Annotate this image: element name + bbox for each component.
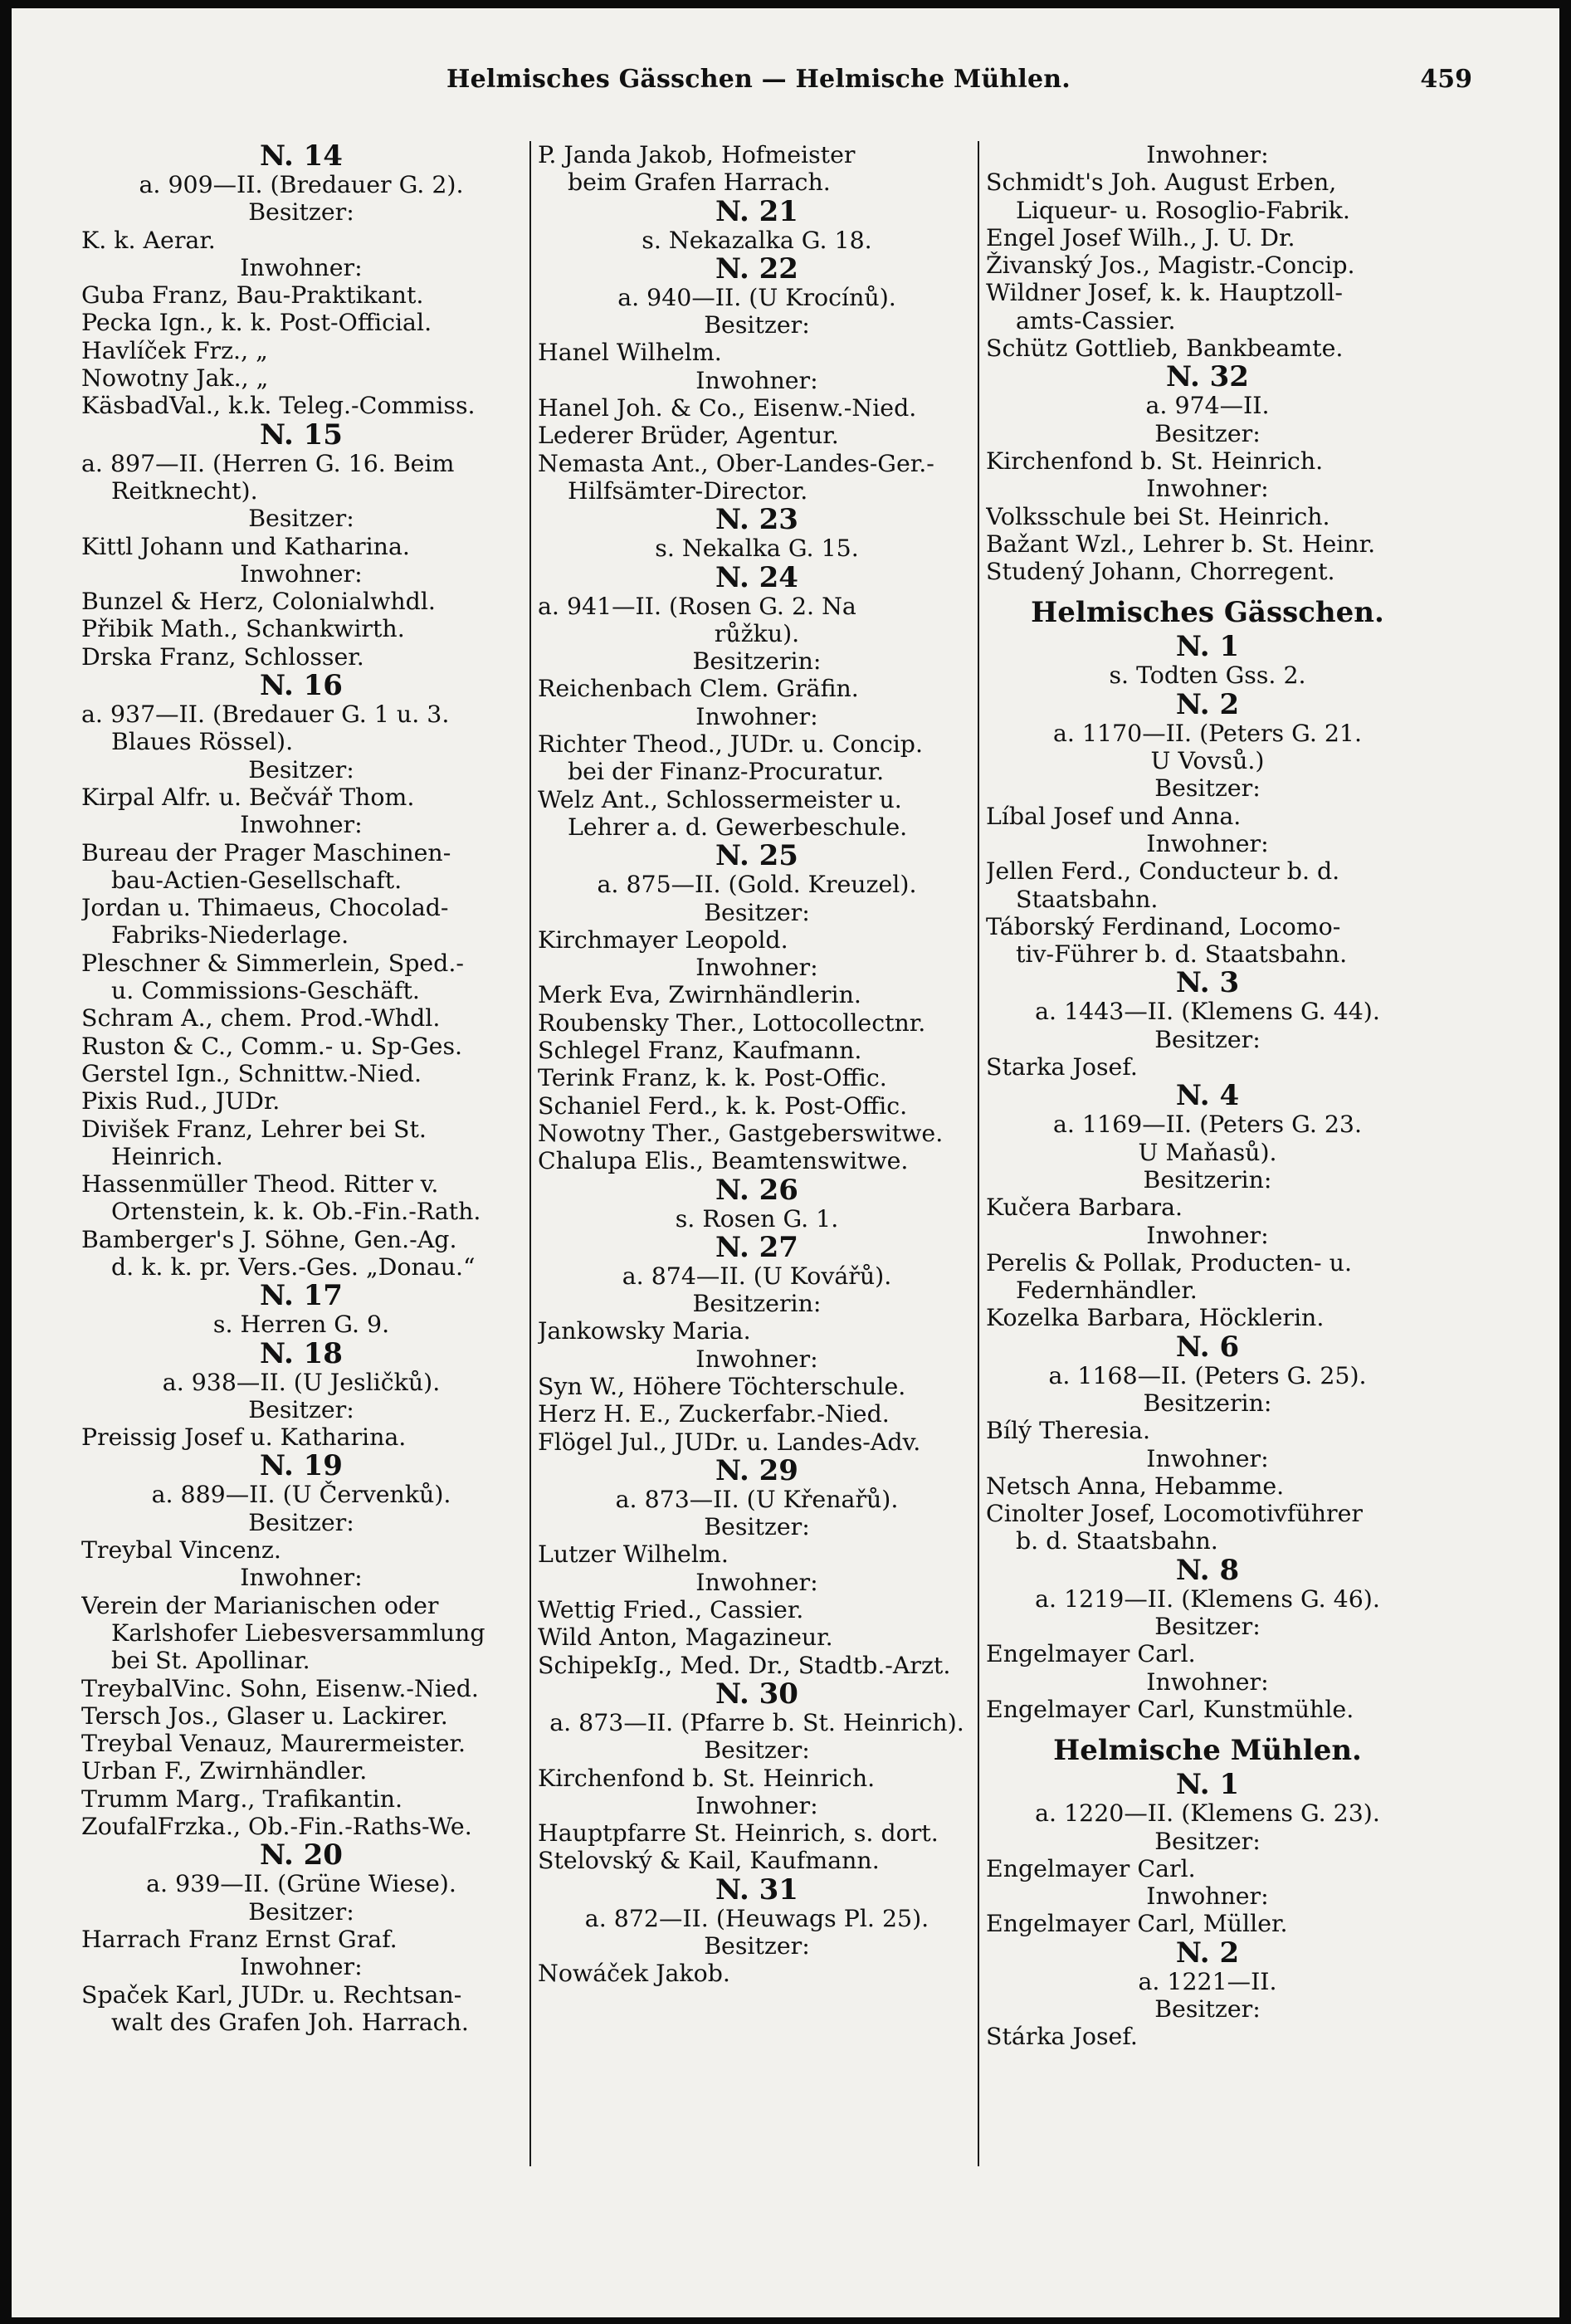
house-number: N. 27 — [715, 1232, 798, 1262]
role-label: Inwohner: — [1146, 141, 1269, 168]
resident-entry: KäsbadVal., k.k. Teleg.-Commiss. — [81, 392, 476, 420]
entry-continuation: d. k. k. pr. Vers.-Ges. „Donau.“ — [111, 1252, 476, 1281]
resident-entry: Táborský Ferdinand, Locomo- — [986, 912, 1341, 940]
entry-continuation: bei St. Apollinar. — [111, 1647, 310, 1675]
resident-entry: SchipekIg., Med. Dr., Stadtb.-Arzt. — [538, 1651, 951, 1679]
resident-entry: Roubensky Ther., Lottocollectnr. — [538, 1008, 926, 1037]
house-number: N. 19 — [260, 1451, 343, 1482]
role-label: Inwohner: — [695, 366, 818, 394]
resident-entry: Spaček Karl, JUDr. u. Rechtsan- — [81, 1980, 462, 2009]
address-line: a. 889—II. (U Červenků). — [151, 1481, 451, 1509]
role-label: Inwohner: — [1146, 475, 1269, 503]
resident-entry: Stelovský & Kail, Kaufmann. — [538, 1847, 880, 1875]
house-number: N. 4 — [1175, 1081, 1240, 1111]
address-line: a. 872—II. (Heuwags Pl. 25). — [584, 1904, 929, 1932]
house-number: N. 1 — [1175, 632, 1240, 662]
resident-entry: Schütz Gottlieb, Bankbeamte. — [986, 334, 1344, 363]
resident-entry: Engelmayer Carl, Kunstmühle. — [986, 1695, 1354, 1723]
resident-entry: Engelmayer Carl, Müller. — [986, 1910, 1288, 1938]
resident-entry: Starka Josef. — [986, 1053, 1138, 1081]
resident-entry: Divišek Franz, Lehrer bei St. — [81, 1115, 427, 1143]
role-label: Besitzer: — [248, 1508, 354, 1536]
resident-entry: Volksschule bei St. Heinrich. — [986, 502, 1330, 530]
resident-entry: Verein der Marianischen oder — [81, 1591, 439, 1619]
house-number: N. 15 — [260, 419, 343, 450]
resident-entry: Engelmayer Carl. — [986, 1640, 1196, 1668]
house-number: N. 22 — [715, 253, 798, 284]
address-line: a. 873—II. (U Křenařů). — [615, 1485, 899, 1513]
entry-continuation: Lehrer a. d. Gewerbeschule. — [568, 813, 908, 841]
role-label: Besitzer: — [1154, 774, 1261, 803]
address-line: U Vovsů.) — [1150, 747, 1265, 775]
role-label: Besitzer: — [704, 1513, 810, 1541]
resident-entry: Cinolter Josef, Locomotivführer — [986, 1500, 1363, 1528]
role-label: Inwohner: — [695, 954, 818, 982]
role-label: Inwohner: — [695, 1791, 818, 1819]
entry-continuation: b. d. Staatsbahn. — [1016, 1527, 1218, 1555]
resident-entry: ZoufalFrzka., Ob.-Fin.-Raths-We. — [81, 1813, 472, 1841]
resident-entry: Havlíček Frz., „ — [81, 336, 268, 364]
entry-continuation: Liqueur- u. Rosoglio-Fabrik. — [1016, 196, 1350, 224]
resident-entry: Chalupa Elis., Beamtenswitwe. — [538, 1147, 909, 1175]
resident-entry: Reichenbach Clem. Gräfin. — [538, 675, 859, 703]
resident-entry: Kirchenfond b. St. Heinrich. — [986, 447, 1324, 475]
address-line: a. 1168—II. (Peters G. 25). — [1048, 1361, 1367, 1389]
column-rule — [529, 141, 531, 2166]
directory-column-1 — [81, 141, 521, 2036]
entry-continuation: beim Grafen Harrach. — [568, 168, 831, 197]
role-label: Inwohner: — [240, 1953, 363, 1981]
resident-entry: Wettig Fried., Cassier. — [538, 1596, 804, 1624]
role-label: Besitzer: — [248, 198, 354, 227]
resident-entry: Welz Ant., Schlossermeister u. — [538, 785, 902, 813]
entry-continuation: Blaues Rössel). — [111, 728, 294, 756]
house-number: N. 2 — [1175, 689, 1240, 720]
resident-entry: Hanel Wilhelm. — [538, 339, 722, 367]
resident-entry: Bureau der Prager Maschinen- — [81, 838, 451, 867]
resident-entry: Treybal Venauz, Maurermeister. — [81, 1730, 466, 1758]
address-line: a. 909—II. (Bredauer G. 2). — [139, 171, 464, 198]
entry-continuation: Karlshofer Liebesversammlung — [111, 1618, 485, 1647]
column-rule — [978, 141, 979, 2166]
address-line: s. Herren G. 9. — [212, 1311, 390, 1339]
page-number: 459 — [1420, 65, 1472, 94]
address-line: růžku). — [714, 619, 800, 647]
resident-entry: Perelis & Pollak, Producten- u. — [986, 1248, 1352, 1277]
role-label: Besitzer: — [704, 311, 810, 339]
house-number: N. 3 — [1175, 968, 1240, 998]
address-line: a. 875—II. (Gold. Kreuzel). — [597, 871, 917, 899]
resident-entry: a. 897—II. (Herren G. 16. Beim — [81, 449, 455, 477]
role-label: Inwohner: — [1146, 1667, 1269, 1696]
resident-entry: Harrach Franz Ernst Graf. — [81, 1925, 398, 1953]
house-number: N. 29 — [715, 1455, 798, 1486]
resident-entry: Kirpal Alfr. u. Bečvář Thom. — [81, 783, 415, 811]
role-label: Inwohner: — [240, 253, 363, 281]
resident-entry: Jellen Ferd., Conducteur b. d. — [986, 857, 1340, 886]
resident-entry: Lutzer Wilhelm. — [538, 1540, 729, 1569]
resident-entry: Netsch Anna, Hebamme. — [986, 1472, 1285, 1500]
resident-entry: Preissig Josef u. Katharina. — [81, 1423, 407, 1452]
resident-entry: Bažant Wzl., Lehrer b. St. Heinr. — [986, 530, 1376, 558]
resident-entry: Líbal Josef und Anna. — [986, 802, 1242, 830]
role-label: Inwohner: — [695, 1345, 818, 1373]
house-number: N. 24 — [715, 562, 798, 593]
house-number: N. 26 — [715, 1174, 798, 1205]
house-number: N. 30 — [715, 1678, 798, 1709]
role-label: Besitzer: — [1154, 1827, 1261, 1855]
entry-continuation: u. Commissions-Geschäft. — [111, 977, 420, 1005]
resident-entry: Gerstel Ign., Schnittw.-Nied. — [81, 1059, 422, 1087]
resident-entry: Herz H. E., Zuckerfabr.-Nied. — [538, 1400, 890, 1428]
address-line: a. 974—II. — [1145, 392, 1270, 420]
resident-entry: Flögel Jul., JUDr. u. Landes-Adv. — [538, 1428, 921, 1456]
house-number: N. 8 — [1175, 1555, 1240, 1585]
resident-entry: Hassenmüller Theod. Ritter v. — [81, 1170, 439, 1199]
role-label: Inwohner: — [695, 702, 818, 730]
house-number: N. 14 — [260, 141, 343, 171]
resident-entry: Kučera Barbara. — [986, 1194, 1183, 1222]
address-line: a. 1220—II. (Klemens G. 23). — [1035, 1799, 1380, 1828]
resident-entry: Wild Anton, Magazineur. — [538, 1623, 833, 1652]
role-label: Inwohner: — [240, 559, 363, 588]
role-label: Besitzer: — [248, 755, 354, 784]
house-number: N. 6 — [1175, 1331, 1240, 1362]
address-line: a. 1170—II. (Peters G. 21. — [1052, 719, 1363, 747]
resident-entry: Nemasta Ant., Ober-Landes-Ger.- — [538, 449, 934, 477]
role-label: Inwohner: — [1146, 1882, 1269, 1911]
role-label: Besitzer: — [248, 1395, 354, 1423]
address-line: s. Todten Gss. 2. — [1109, 662, 1306, 690]
resident-entry: Merk Eva, Zwirnhändlerin. — [538, 981, 861, 1009]
role-label: Inwohner: — [1146, 1444, 1269, 1472]
address-line: a. 940—II. (U Krocínů). — [617, 283, 896, 311]
entry-continuation: Federnhändler. — [1016, 1277, 1198, 1305]
resident-entry: Pixis Rud., JUDr. — [81, 1087, 281, 1116]
resident-entry: Engelmayer Carl. — [986, 1854, 1196, 1882]
resident-entry: Nowotny Jak., „ — [81, 364, 269, 393]
resident-entry: Bamberger's J. Söhne, Gen.-Ag. — [81, 1225, 457, 1253]
role-label: Besitzer: — [1154, 419, 1261, 447]
role-label: Besitzer: — [248, 1897, 354, 1926]
role-label: Besitzerin: — [692, 647, 822, 676]
resident-entry: Pecka Ign., k. k. Post-Official. — [81, 309, 432, 337]
house-number: N. 1 — [1175, 1770, 1240, 1800]
resident-entry: Hanel Joh. & Co., Eisenw.-Nied. — [538, 394, 917, 422]
entry-continuation: Heinrich. — [111, 1142, 223, 1170]
resident-entry: Nowotny Ther., Gastgeberswitwe. — [538, 1119, 944, 1147]
role-label: Besitzer: — [704, 898, 810, 926]
address-line: s. Nekalka G. 15. — [655, 535, 859, 563]
address-line: U Maňasů). — [1138, 1138, 1277, 1166]
resident-entry: a. 937—II. (Bredauer G. 1 u. 3. — [81, 701, 450, 729]
resident-entry: Terink Franz, k. k. Post-Offic. — [538, 1064, 887, 1092]
directory-page — [12, 8, 1559, 2317]
entry-continuation: bau-Actien-Gesellschaft. — [111, 866, 403, 894]
house-number: N. 31 — [715, 1874, 798, 1905]
address-line: a. 1169—II. (Peters G. 23. — [1052, 1111, 1363, 1139]
house-number: N. 2 — [1175, 1937, 1240, 1968]
resident-entry: Ruston & C., Comm.- u. Sp-Ges. — [81, 1032, 463, 1060]
resident-entry: Urban F., Zwirnhändler. — [81, 1757, 368, 1785]
role-label: Inwohner: — [1146, 829, 1269, 857]
resident-entry: Přibik Math., Schankwirth. — [81, 615, 405, 643]
entry-continuation: Hilfsämter-Director. — [568, 476, 808, 505]
entry-continuation: tiv-Führer b. d. Staatsbahn. — [1016, 940, 1348, 969]
page-header-title: Helmisches Gässchen — Helmische Mühlen. — [446, 65, 1071, 94]
role-label: Besitzer: — [248, 505, 354, 533]
role-label: Besitzer: — [1154, 1025, 1261, 1053]
address-line: a. 938—II. (U Jesličků). — [162, 1368, 441, 1396]
address-line: a. 873—II. (Pfarre b. St. Heinrich). — [549, 1708, 964, 1736]
resident-entry: Nowáček Jakob. — [538, 1960, 730, 1988]
house-number: N. 20 — [260, 1840, 343, 1871]
resident-entry: Drska Franz, Schlosser. — [81, 642, 364, 671]
resident-entry: Kozelka Barbara, Höcklerin. — [986, 1304, 1325, 1332]
entry-continuation: bei der Finanz-Procuratur. — [568, 758, 885, 786]
entry-continuation: Ortenstein, k. k. Ob.-Fin.-Rath. — [111, 1198, 481, 1226]
resident-entry: Bunzel & Herz, Colonialwhdl. — [81, 588, 436, 616]
house-number: N. 17 — [260, 1281, 343, 1311]
role-label: Besitzerin: — [1143, 1389, 1272, 1417]
resident-entry: Hauptpfarre St. Heinrich, s. dort. — [538, 1819, 939, 1848]
resident-entry: Schram A., chem. Prod.-Whdl. — [81, 1004, 441, 1033]
directory-column-2 — [538, 141, 976, 1988]
resident-entry: Živanský Jos., Magistr.-Concip. — [986, 251, 1355, 280]
role-label: Inwohner: — [695, 1568, 818, 1596]
resident-entry: TreybalVinc. Sohn, Eisenw.-Nied. — [81, 1674, 479, 1702]
resident-entry: Richter Theod., JUDr. u. Concip. — [538, 730, 923, 759]
street-heading: Helmisches Gässchen. — [1031, 596, 1384, 630]
role-label: Besitzer: — [704, 1736, 810, 1765]
resident-entry: Engel Josef Wilh., J. U. Dr. — [986, 223, 1295, 251]
resident-entry: Pleschner & Simmerlein, Sped.- — [81, 949, 464, 977]
resident-entry: Syn W., Höhere Töchterschule. — [538, 1372, 906, 1400]
house-number: N. 32 — [1166, 362, 1249, 393]
directory-column-3 — [986, 141, 1429, 2051]
address-line: s. Nekazalka G. 18. — [642, 226, 872, 254]
resident-entry: Kirchenfond b. St. Heinrich. — [538, 1764, 876, 1792]
address-line: a. 1219—II. (Klemens G. 46). — [1035, 1584, 1380, 1613]
role-label: Besitzerin: — [1143, 1165, 1272, 1194]
resident-entry: Studený Johann, Chorregent. — [986, 558, 1335, 586]
resident-entry: Treybal Vincenz. — [81, 1536, 281, 1565]
entry-continuation: amts-Cassier. — [1016, 306, 1176, 334]
resident-entry: Stárka Josef. — [986, 2023, 1138, 2051]
house-number: N. 25 — [715, 841, 798, 872]
resident-entry: Lederer Brüder, Agentur. — [538, 422, 839, 450]
house-number: N. 21 — [715, 196, 798, 227]
entry-continuation: Staatsbahn. — [1016, 885, 1159, 913]
resident-entry: Kittl Johann und Katharina. — [81, 532, 410, 560]
resident-entry: a. 941—II. (Rosen G. 2. Na — [538, 592, 856, 620]
role-label: Besitzerin: — [692, 1290, 822, 1318]
resident-entry: Jordan u. Thimaeus, Chocolad- — [81, 894, 449, 922]
resident-entry: Guba Franz, Bau-Praktikant. — [81, 281, 424, 310]
resident-entry: Kirchmayer Leopold. — [538, 925, 788, 954]
street-heading: Helmische Mühlen. — [1053, 1734, 1362, 1768]
entry-continuation: Fabriks-Niederlage. — [111, 921, 349, 950]
resident-entry: Trumm Marg., Trafikantin. — [81, 1784, 403, 1813]
house-number: N. 18 — [260, 1338, 343, 1369]
resident-entry: Wildner Josef, k. k. Hauptzoll- — [986, 279, 1343, 307]
role-label: Besitzer: — [1154, 1995, 1261, 2024]
address-line: a. 1221—II. — [1138, 1967, 1277, 1995]
address-line: a. 1443—II. (Klemens G. 44). — [1035, 998, 1380, 1026]
resident-entry: Schlegel Franz, Kaufmann. — [538, 1037, 862, 1065]
address-line: a. 939—II. (Grüne Wiese). — [146, 1870, 456, 1898]
entry-continuation: Reitknecht). — [111, 476, 258, 505]
resident-entry: P. Janda Jakob, Hofmeister — [538, 141, 856, 168]
role-label: Inwohner: — [240, 811, 363, 839]
entry-continuation: walt des Grafen Joh. Harrach. — [111, 2008, 469, 2036]
address-line: s. Rosen G. 1. — [675, 1204, 839, 1233]
resident-entry: K. k. Aerar. — [81, 226, 216, 254]
resident-entry: Tersch Jos., Glaser u. Lackirer. — [81, 1702, 448, 1730]
resident-entry: Bílý Theresia. — [986, 1417, 1151, 1445]
resident-entry: Schaniel Ferd., k. k. Post-Offic. — [538, 1091, 908, 1120]
house-number: N. 23 — [715, 505, 798, 535]
role-label: Inwohner: — [1146, 1221, 1269, 1249]
resident-entry: Schmidt's Joh. August Erben, — [986, 168, 1337, 197]
role-label: Besitzer: — [704, 1932, 810, 1960]
role-label: Besitzer: — [1154, 1613, 1261, 1641]
role-label: Inwohner: — [240, 1564, 363, 1592]
resident-entry: Jankowsky Maria. — [538, 1317, 751, 1345]
house-number: N. 16 — [260, 671, 343, 701]
address-line: a. 874—II. (U Kovářů). — [622, 1262, 892, 1290]
